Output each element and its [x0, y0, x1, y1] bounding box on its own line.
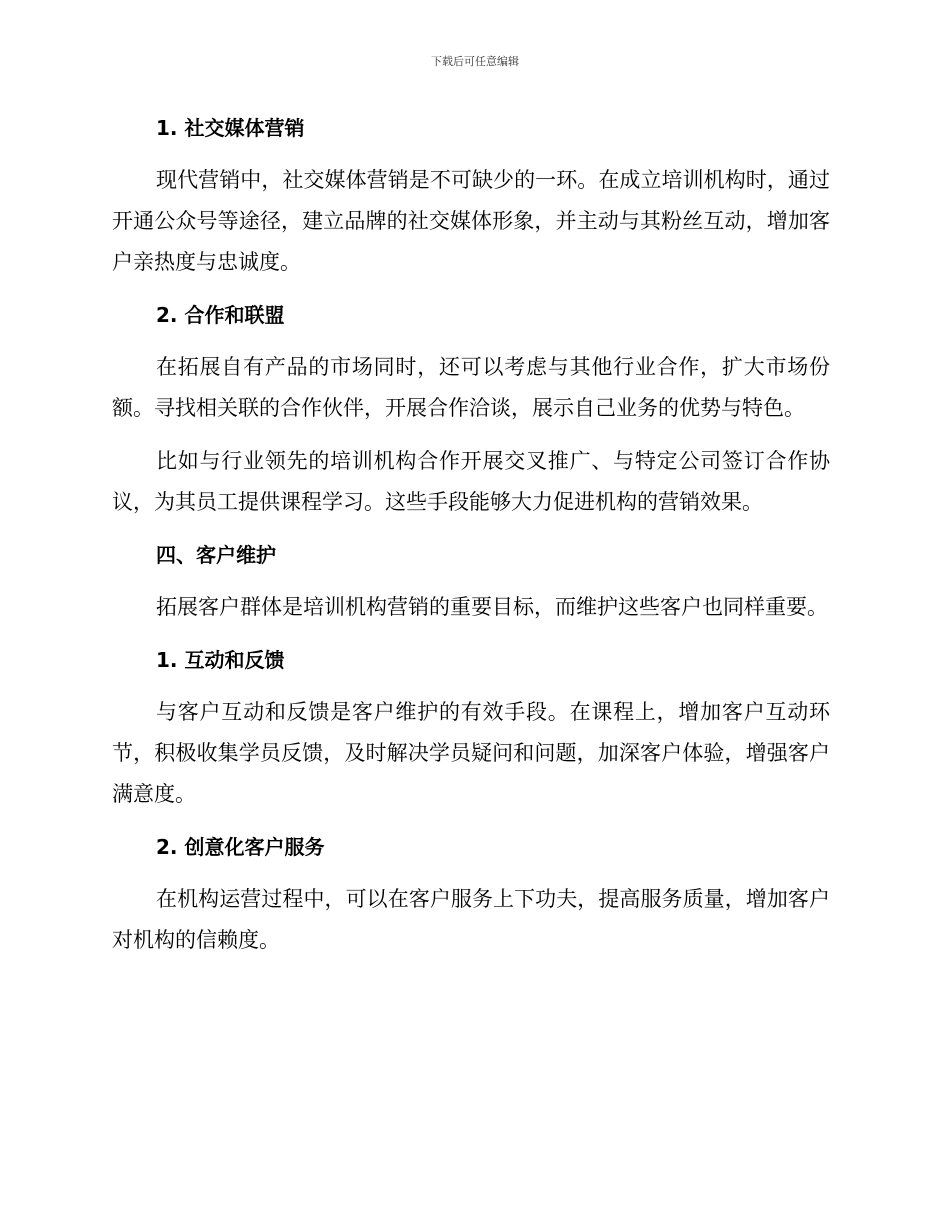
section-heading-interaction-feedback: 1. 互动和反馈 [156, 648, 285, 672]
section-heading-customer-maintenance: 四、客户维护 [156, 543, 276, 567]
document-body [112, 108, 830, 961]
paragraph-social-media: 现代营销中，社交媒体营销是不可缺少的一环。在成立培训机构时，通过开通公众号等途径，建立品牌的社交媒体形象，并主动与其粉丝互动，增加客户亲热度与忠诚度。 [112, 168, 830, 274]
section-heading-cooperation: 2. 合作和联盟 [156, 303, 285, 327]
paragraph-interaction-feedback: 与客户互动和反馈是客户维护的有效手段。在课程上，增加客户互动环节，积极收集学员反馈，及时解决学员疑问和问题，加深客户体验，增强客户满意度。 [112, 700, 830, 806]
paragraph-cooperation-2: 比如与行业领先的培训机构合作开展交叉推广、与特定公司签订合作协议，为其员工提供课程学习。这些手段能够大力促进机构的营销效果。 [112, 449, 830, 514]
paragraph-cooperation-1: 在拓展自有产品的市场同时，还可以考虑与其他行业合作，扩大市场份额。寻找相关联的合作伙伴，开展合作洽谈，展示自己业务的优势与特色。 [112, 355, 830, 420]
section-heading-creative-service: 2. 创意化客户服务 [156, 835, 325, 859]
paragraph-creative-service: 在机构运营过程中，可以在客户服务上下功夫，提高服务质量，增加客户对机构的信赖度。 [112, 887, 830, 952]
paragraph-customer-maintenance: 拓展客户群体是培训机构营销的重要目标，而维护这些客户也同样重要。 [156, 595, 828, 619]
section-heading-social-media: 1. 社交媒体营销 [156, 116, 305, 140]
page-header: 下载后可任意编辑 [431, 55, 519, 68]
